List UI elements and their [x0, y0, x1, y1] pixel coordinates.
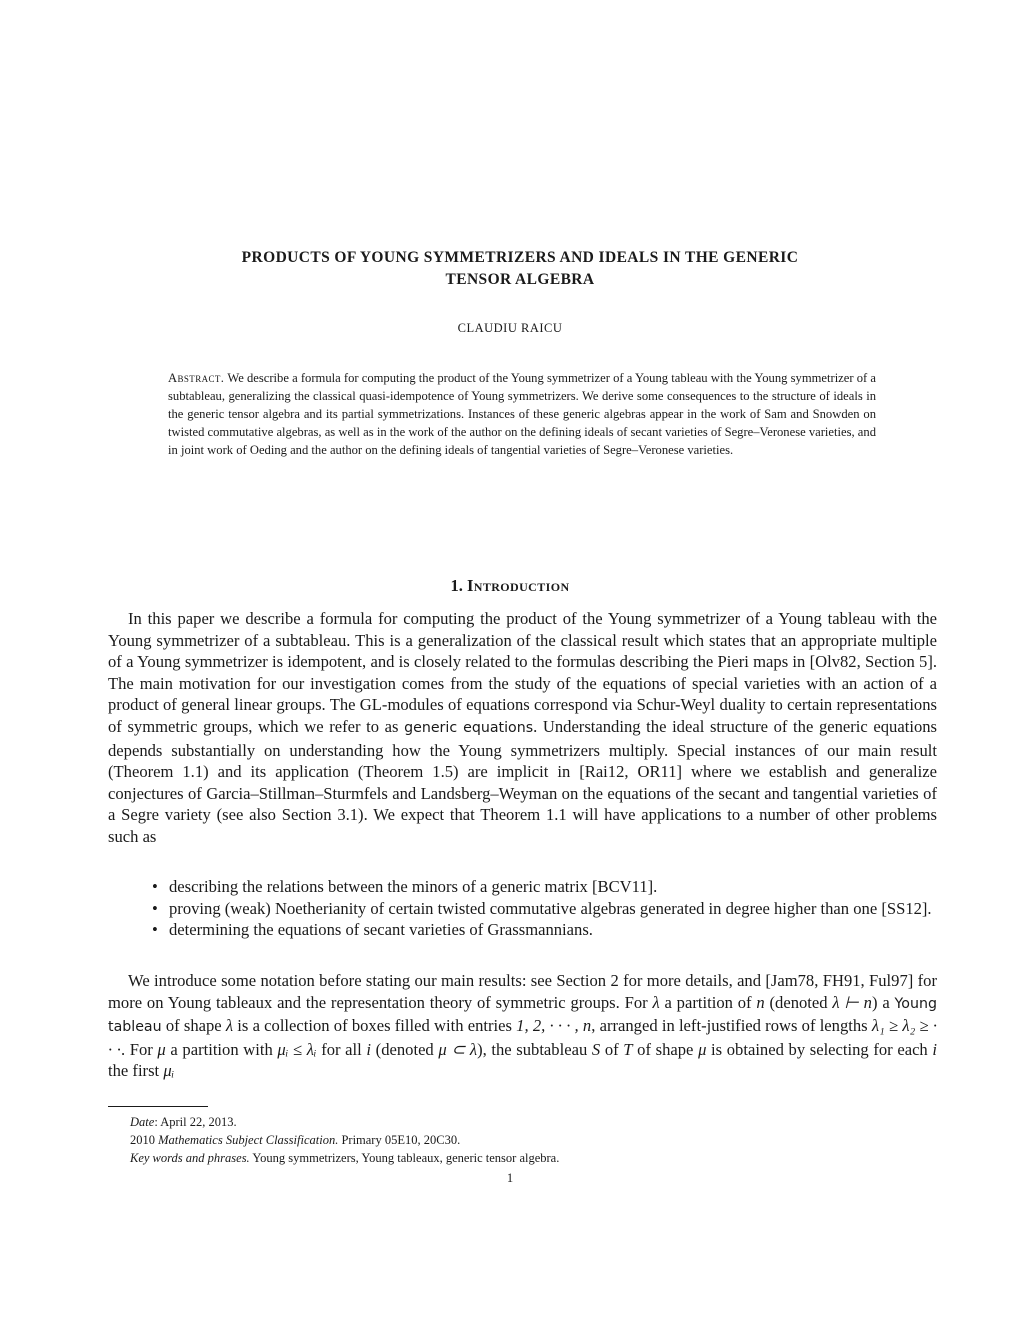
date-label: Date — [130, 1115, 155, 1129]
paper-title — [120, 247, 920, 291]
keywords-value: Young symmetrizers, Young tableaux, generic tensor algebra. — [252, 1151, 560, 1165]
para1-text-b: . Understanding the ideal structure of the generic equations depends substantially on understanding how the Young symmetrizers multiply. Special instances of our main result (Theorem 1.1) and its application (Theorem 1.5) are implicit in [Rai12, OR11] where we establish and generalize conjectures of Garcia–Stillman–Sturmfels and Landsberg–Weyman on the equations of the secant and tangential varieties of a Segre variety (see also Section 3.1). We expect that Theorem 1.1 will have applications to a number of other problems such as — [108, 716, 937, 846]
math-entries: 1, 2, · · · , n — [516, 1016, 592, 1036]
date-value: : April 22, 2013. — [154, 1115, 237, 1129]
title-line-1: PRODUCTS OF YOUNG SYMMETRIZERS AND IDEALS IN THE GENERIC — [241, 249, 799, 266]
math-lambda: λ — [652, 992, 660, 1012]
math-row-lengths: λ₁ ≥ λ₂ ≥ · · · — [108, 1016, 937, 1059]
section-title: Introduction — [466, 576, 570, 595]
term-generic-equations: generic equations — [404, 719, 534, 736]
math-mu: μ — [698, 1039, 707, 1059]
para2-text: of shape — [637, 1039, 694, 1059]
footnote-divider — [108, 1106, 208, 1107]
list-item-text: describing the relations between the minors of a generic matrix [BCV11]. — [169, 877, 658, 896]
abstract-text: We describe a formula for computing the product of the Young symmetrizer of a Young tableau with the Young symmetrizer of a subtableau, generalizing the classical quasi-idempotence of Young symmetrizers. We derive some consequences to the structure of ideals in the generic tensor algebra and its partial symmetrizations. Instances of these generic algebras appear in the work of Sam and Snowden on twisted commutative algebras, as well as in the work of the author on the defining ideals of secant varieties of Segre–Veronese varieties, and in joint work of Oeding and the author on the defining ideals of tangential varieties of Segre–Veronese varieties. — [168, 371, 876, 457]
math-lambda-vdash-n: λ ⊢ n — [832, 992, 872, 1012]
list-item — [108, 876, 937, 898]
para2-text: a partition of — [664, 992, 752, 1012]
msc-value: Primary 05E10, 20C30. — [341, 1133, 461, 1147]
para2-text: a partition with — [170, 1039, 273, 1059]
title-line-2: TENSOR ALGEBRA — [445, 271, 595, 288]
list-item-text: proving (weak) Noetherianity of certain twisted commutative algebras generated in degree higher than one [SS12]. — [169, 898, 932, 918]
intro-paragraph-1 — [108, 608, 937, 848]
footnote-msc — [130, 1131, 930, 1149]
para2-text: We introduce some notation before stating our main results: see Section 2 for more details, and [Jam78, FH91, Ful97] for more on Young tableaux and the representation theory of symmetric groups. For — [108, 971, 937, 1012]
msc-prefix: 2010 — [130, 1133, 155, 1147]
footnote-keywords — [130, 1149, 930, 1167]
para2-text: of shape — [165, 1016, 222, 1036]
para2-text: the first — [108, 1061, 160, 1081]
section-number: 1. — [450, 576, 463, 595]
list-item-text: determining the equations of secant varieties of Grassmannians. — [169, 920, 593, 940]
list-item — [108, 898, 937, 920]
para2-text: is obtained by selecting for each — [711, 1039, 928, 1059]
math-mu: μ — [157, 1039, 166, 1059]
footnote-date — [130, 1113, 930, 1131]
para2-text: . For — [120, 1039, 153, 1059]
math-i: i — [932, 1039, 937, 1059]
para2-text: is a collection of boxes filled with entries — [237, 1016, 512, 1036]
author-name: CLAUDIU RAICU — [457, 321, 563, 335]
list-item — [108, 919, 937, 941]
para2-text: (denoted — [375, 1039, 434, 1059]
applications-list — [108, 876, 937, 941]
abstract-label: Abstract. — [168, 371, 225, 385]
math-S: S — [591, 1039, 601, 1059]
para2-text: (denoted — [769, 992, 828, 1012]
math-mu-i: μᵢ — [163, 1061, 175, 1081]
math-i: i — [366, 1039, 372, 1059]
para1-text-a: In this paper we describe a formula for computing the product of the Young symmetrizer of a Young tableau with the Young symmetrizer of a subtableau. This is a generalization of the classical result which states that an appropriate multiple of a Young symmetrizer is idempotent, and is closely related to the formulas describing the Pieri maps in [Olv82, Section 5]. The main motivation for our investigation comes from the study of the equations of special varieties with an action of a product of general linear groups. The GL-modules of equations correspond via Schur-Weyl duality to certain representations of symmetric groups, which we refer to as — [108, 609, 937, 736]
abstract — [168, 369, 876, 459]
section-heading — [0, 576, 1020, 596]
math-n: n — [756, 992, 765, 1012]
intro-paragraph-2 — [108, 970, 937, 1082]
bullet-icon: • — [152, 920, 158, 940]
footnotes — [130, 1113, 930, 1167]
keywords-label: Key words and phrases. — [130, 1151, 250, 1165]
para2-text: ) a — [871, 992, 890, 1012]
math-mu-i-le-lambda-i: μᵢ ≤ λᵢ — [277, 1039, 317, 1059]
term-young-tableau: Young tableau — [108, 995, 937, 1036]
math-T: T — [623, 1039, 633, 1059]
bullet-icon: • — [152, 877, 158, 896]
para2-text: of — [604, 1039, 619, 1059]
para2-text: ), the subtableau — [477, 1039, 588, 1059]
para2-text: , arranged in left-justified rows of lengths — [591, 1016, 868, 1036]
page-number: 1 — [506, 1171, 514, 1185]
msc-label: Mathematics Subject Classification. — [158, 1133, 339, 1147]
math-lambda: λ — [225, 1016, 234, 1036]
math-mu-subset-lambda: μ ⊂ λ — [438, 1039, 478, 1059]
bullet-icon: • — [152, 898, 158, 918]
para2-text: for all — [321, 1039, 362, 1059]
